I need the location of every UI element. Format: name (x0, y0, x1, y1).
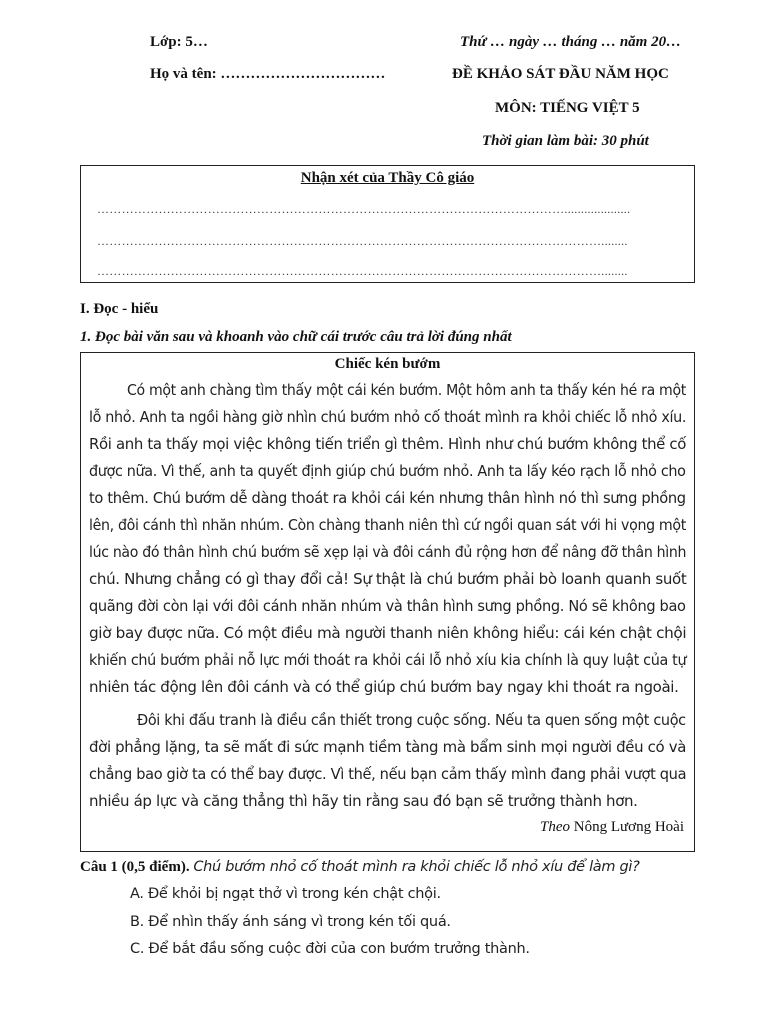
story-line: to thêm. Chú bướm dễ dàng thoát ra khỏi cái kén nhưng thân hình nó thì sưng phồng (89, 489, 686, 507)
story-line: chú. Nhưng chẳng có gì thay đổi cả! Sự thật là chú bướm phải bò loanh quanh suốt (89, 570, 687, 588)
story-line: lỗ nhỏ. Anh ta ngồi hàng giờ nhìn chú bướm nhỏ cố thoát mình ra khỏi chiếc lỗ nhỏ xíu. (89, 408, 687, 426)
name-label: Họ và tên: …………………………… (150, 66, 386, 82)
story-line: lúc nào đó thân hình chú bướm sẽ xẹp lại và đôi cánh đủ rộng hơn để nâng đỡ thân hình (89, 543, 687, 561)
exam-title: ĐỀ KHẢO SÁT ĐẦU NĂM HỌC (452, 66, 669, 82)
class-label: Lớp: 5… (150, 34, 208, 50)
question-1-option-b[interactable]: B. Để nhìn thấy ánh sáng vì trong kén tối quá. (130, 914, 451, 930)
story-attribution (540, 819, 684, 836)
question-1-option-a[interactable]: A. Để khỏi bị ngạt thở vì trong kén chật chội. (130, 886, 441, 902)
story-line: nhiều áp lực và căng thẳng thì hãy tin rằng sau đó bạn sẽ trưởng thành hơn. (89, 792, 638, 810)
story-line: đời phẳng lặng, ta sẽ mất đi sức mạnh tiềm tàng mà bẩm sinh mọi người đều có và (89, 738, 687, 756)
story-line: giờ bay được nữa. Có một điều mà người thanh niên không hiểu: cái kén chật chội (89, 624, 687, 642)
story-line: Có một anh chàng tìm thấy một cái kén bướm. Một hôm anh ta thấy kén hé ra một (127, 381, 686, 399)
story-line: khiến chú bướm phải nỗ lực mới thoát ra khỏi cái lỗ nhỏ xíu kia chính là quy luật của tự (89, 651, 687, 669)
story-line: được nữa. Vì thế, anh ta quyết định giúp chú bướm nhỏ. Anh ta lấy kéo rạch lỗ nhỏ cho (89, 462, 686, 480)
section-title: I. Đọc - hiểu (80, 301, 159, 317)
question-1 (80, 859, 640, 876)
attribution-prefix: Theo (540, 819, 571, 835)
story-line: nhiên tác động lên đôi cánh và có thể giúp chú bướm bay ngay khi thoát ra ngoài. (89, 678, 679, 696)
question-1-text: Chú bướm nhỏ cố thoát mình ra khỏi chiếc lỗ nhỏ xíu để làm gì? (193, 859, 640, 875)
comment-line: …………………………………………………………………………………………………….................... (97, 202, 631, 216)
comment-box-title: Nhận xét của Thầy Cô giáo (300, 170, 475, 186)
story-line: chẳng bao giờ ta có thể bay được. Vì thế, nếu bạn cảm thấy mình đang phải vượt qua (89, 765, 687, 783)
comment-line: ……………………………………………………………………………………………………………........ (97, 234, 628, 248)
time-limit: Thời gian làm bài: 30 phút (482, 133, 649, 149)
comment-line: ……………………………………………………………………………………………………………........ (97, 264, 628, 278)
subject-title: MÔN: TIẾNG VIỆT 5 (495, 100, 640, 116)
attribution-author: Nông Lương Hoài (573, 819, 684, 835)
story-line: Rồi anh ta thấy mọi việc không tiến triển gì thêm. Hình như chú bướm không thể cố (89, 435, 687, 453)
question-1-label: Câu 1 (0,5 điểm). (80, 859, 190, 875)
story-line: quãng đời còn lại với đôi cánh nhăn nhúm và thân hình sưng phồng. Nó sẽ không bao (89, 597, 686, 615)
date-line: Thứ … ngày … tháng … năm 20… (460, 34, 682, 50)
story-title: Chiếc kén bướm (334, 356, 441, 372)
teacher-comment-box (80, 165, 695, 283)
story-line: lên, đôi cánh thì nhăn nhúm. Còn chàng thanh niên thì cứ ngồi quan sát với hi vọng một (89, 516, 686, 534)
story-line: Đôi khi đấu tranh là điều cần thiết trong cuộc sống. Nếu ta quen sống một cuộc (137, 711, 686, 729)
section-instruction: 1. Đọc bài văn sau và khoanh vào chữ cái trước câu trả lời đúng nhất (80, 329, 512, 345)
question-1-option-c[interactable]: C. Để bắt đầu sống cuộc đời của con bướm trưởng thành. (130, 941, 530, 957)
reading-passage-box (80, 352, 695, 852)
